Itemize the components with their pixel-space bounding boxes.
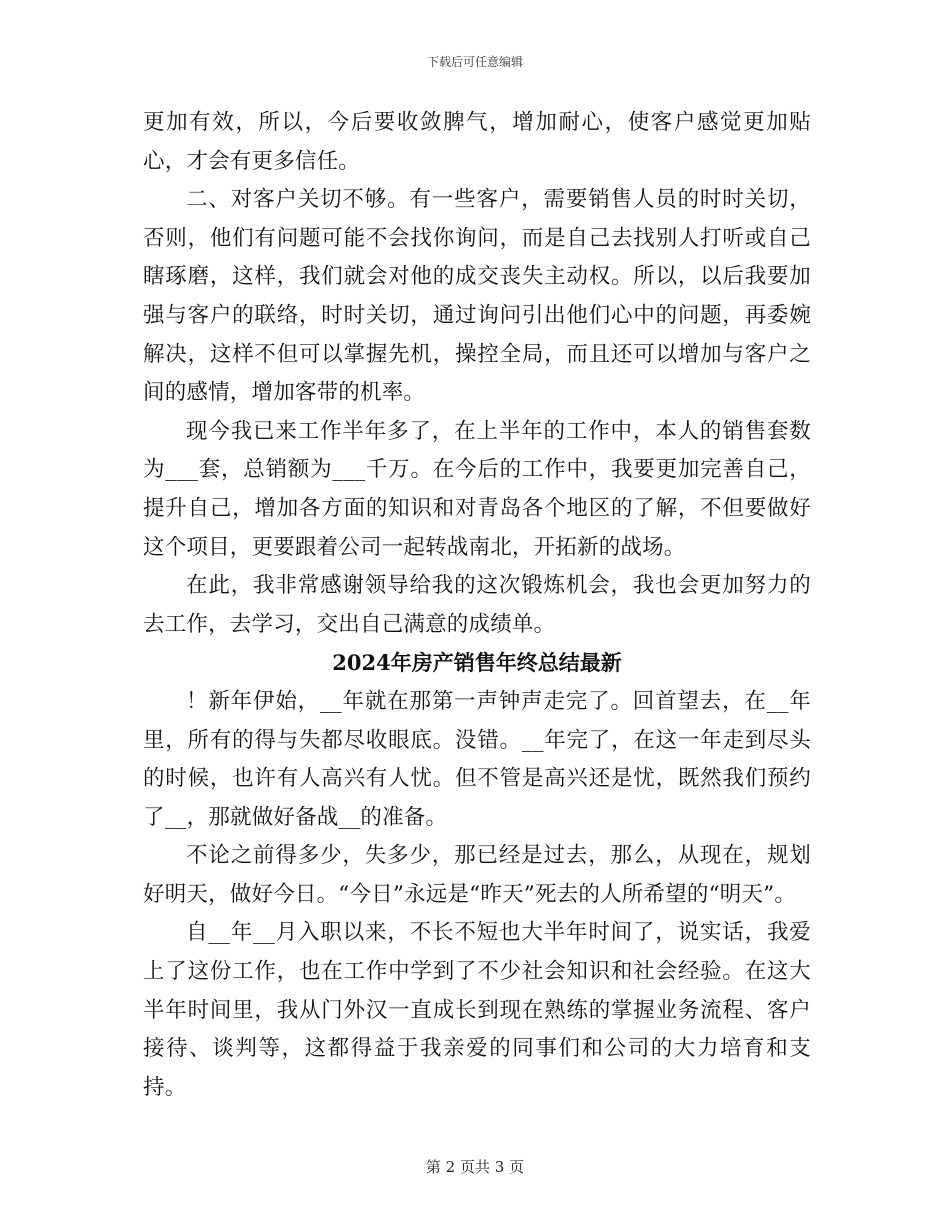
page-header: 下载后可任意编辑 bbox=[426, 55, 523, 69]
paragraph-since-joining: 自__年__月入职以来，不长不短也大半年时间了，说实话，我爱上了这份工作，也在工作中学到了不少社会知识和社会经验。在这大半年时间里，我从门外汉一直成长到现在熟练的掌握业务流程、客户接待、谈判等，这都得益于我亲爱的同事们和公司的大力培育和支持。 bbox=[143, 920, 811, 1100]
paragraph-sales-results: 现今我已来工作半年多了，在上半年的工作中，本人的销售套数为___套，总销额为___千万。在今后的工作中，我要更加完善自己，提升自己，增加各方面的知识和对青岛各个地区的了解，不但要做好这个项目，更要跟着公司一起转战南北，开拓新的战场。 bbox=[143, 418, 811, 560]
section-title: 2024年房产销售年终总结最新 bbox=[332, 650, 622, 676]
paragraph-plan-tomorrow: 不论之前得多少，失多少，那已经是过去，那么，从现在，规划好明天，做好今日。“今日”永远是“昨天”死去的人所希望的“明天”。 bbox=[143, 843, 811, 907]
document-body bbox=[143, 104, 811, 1107]
paragraph-continuation: 更加有效，所以，今后要收敛脾气，增加耐心，使客户感觉更加贴心，才会有更多信任。 bbox=[143, 110, 811, 174]
paragraph-thanks: 在此，我非常感谢领导给我的这次锻炼机会，我也会更加努力的去工作，去学习，交出自己满意的成绩单。 bbox=[143, 573, 811, 637]
paragraph-new-year: ！新年伊始，__年就在那第一声钟声走完了。回首望去，在__年里，所有的得与失都尽收眼底。没错。__年完了，在这一年走到尽头的时候，也许有人高兴有人忧。但不管是高兴还是忧，既然我们预约了__，那就做好备战__的准备。 bbox=[143, 688, 811, 830]
paragraph-customer-care: 二、对客户关切不够。有一些客户，需要销售人员的时时关切，否则，他们有问题可能不会找你询问，而是自己去找别人打听或自己瞎琢磨，这样，我们就会对他的成交丧失主动权。所以，以后我要加强与客户的联络，时时关切，通过询问引出他们心中的问题，再委婉解决，这样不但可以掌握先机，操控全局，而且还可以增加与客户之间的感情，增加客带的机率。 bbox=[143, 187, 811, 406]
page-footer: 第 2 页共 3 页 bbox=[425, 1158, 525, 1176]
